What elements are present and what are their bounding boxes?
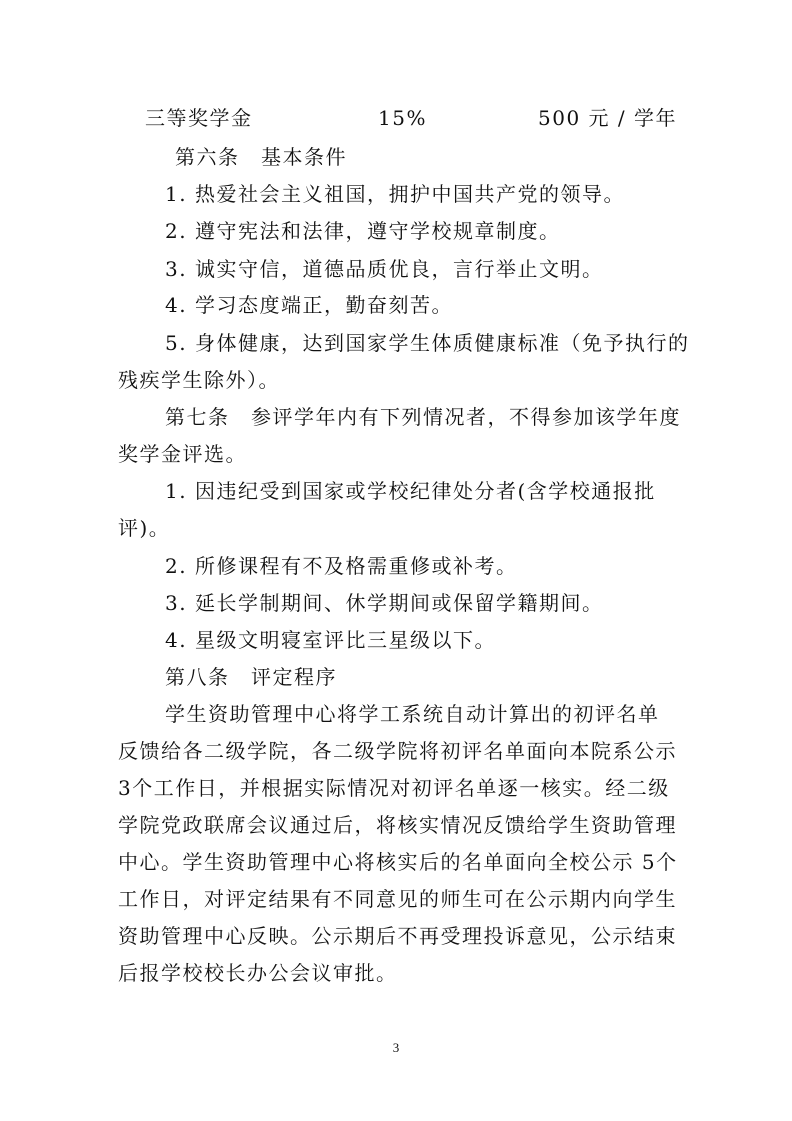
article8-paragraph-line: 中心。学生资助管理中心将核实后的名单面向全校公示 5个 bbox=[118, 850, 678, 874]
award-percent: 15% bbox=[378, 106, 427, 130]
article7-item: 4. 星级文明寝室评比三星级以下。 bbox=[165, 628, 496, 652]
award-amount: 500 元 / 学年 bbox=[538, 106, 677, 130]
article8-paragraph-line: 3个工作日，并根据实际情况对初评名单逐一核实。经二级 bbox=[118, 776, 670, 800]
article6-heading: 第六条 基本条件 bbox=[175, 145, 347, 169]
article8-heading: 第八条 评定程序 bbox=[165, 665, 337, 689]
article8-paragraph-line: 资助管理中心反映。公示期后不再受理投诉意见，公示结束 bbox=[118, 924, 677, 948]
article8-paragraph-line: 工作日，对评定结果有不同意见的师生可在公示期内向学生 bbox=[118, 887, 677, 911]
article6-item-continuation: 残疾学生除外）。 bbox=[118, 368, 280, 392]
article8-paragraph-line: 学生资助管理中心将学工系统自动计算出的初评名单 bbox=[165, 702, 660, 726]
article8-paragraph-line: 后报学校校长办公会议审批。 bbox=[118, 961, 398, 985]
article8-paragraph-line: 学院党政联席会议通过后，将核实情况反馈给学生资助管理 bbox=[118, 813, 677, 837]
article6-item: 1. 热爱社会主义祖国，拥护中国共产党的领导。 bbox=[165, 182, 625, 206]
article8-paragraph-line: 反馈给各二级学院，各二级学院将初评名单面向本院系公示 bbox=[118, 739, 677, 763]
article7-item-continuation: 评)。 bbox=[118, 516, 171, 540]
award-name: 三等奖学金 bbox=[145, 106, 253, 130]
article7-heading: 第七条 参评学年内有下列情况者，不得参加该学年度 bbox=[165, 405, 681, 429]
article6-item: 2. 遵守宪法和法律，遵守学校规章制度。 bbox=[165, 219, 561, 243]
article7-item: 3. 延长学制期间、休学期间或保留学籍期间。 bbox=[165, 591, 604, 615]
article7-item: 1. 因违纪受到国家或学校纪律处分者(含学校通报批 bbox=[165, 479, 656, 503]
page-number: 3 bbox=[392, 1040, 400, 1055]
article6-item: 4. 学习态度端正，勤奋刻苦。 bbox=[165, 293, 453, 317]
article6-item: 3. 诚实守信，道德品质优良，言行举止文明。 bbox=[165, 257, 604, 281]
article6-item: 5. 身体健康，达到国家学生体质健康标准（免予执行的 bbox=[165, 331, 690, 355]
article7-item: 2. 所修课程有不及格需重修或补考。 bbox=[165, 554, 518, 578]
article7-heading-continuation: 奖学金评选。 bbox=[118, 442, 247, 466]
